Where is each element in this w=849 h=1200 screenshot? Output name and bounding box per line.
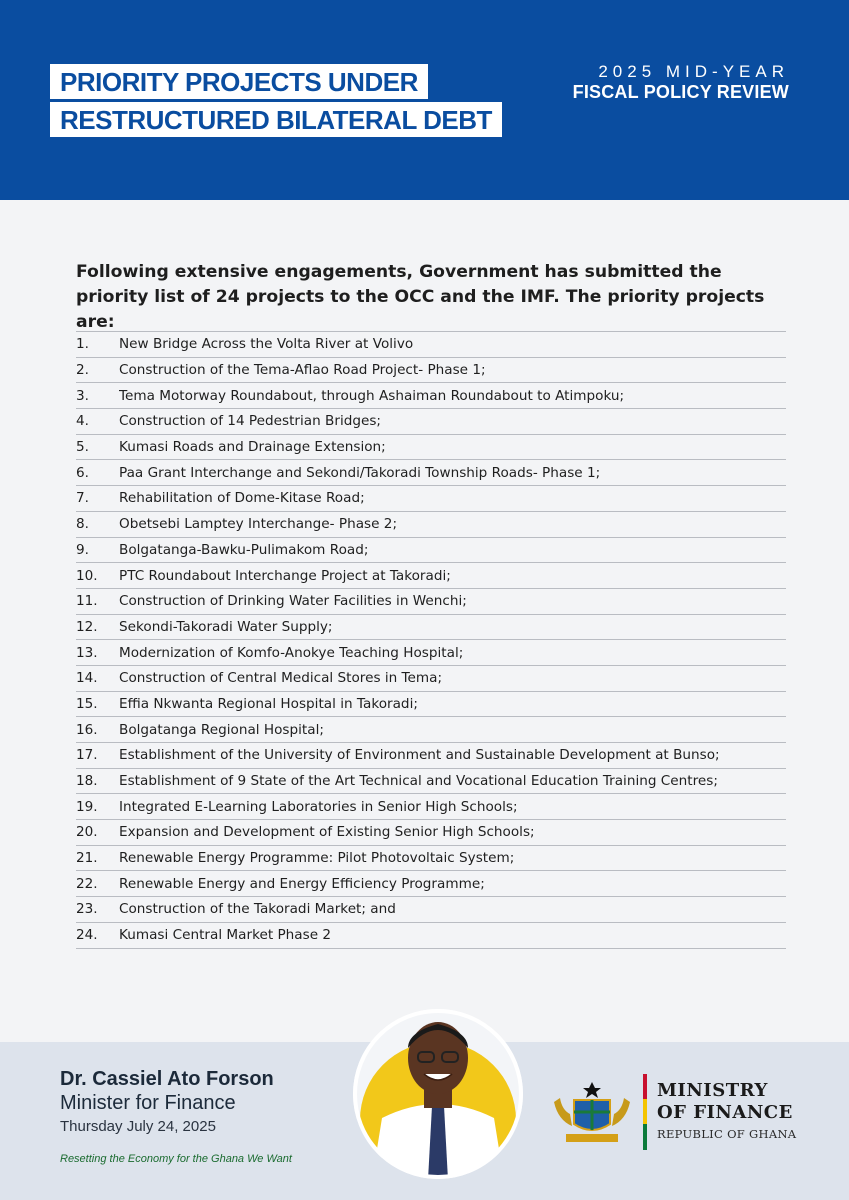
item-number: 2. <box>76 362 89 379</box>
list-item <box>76 512 786 538</box>
item-text: PTC Roundabout Interchange Project at Takoradi; <box>119 567 451 584</box>
item-text: Rehabilitation of Dome-Kitase Road; <box>119 490 365 507</box>
list-item <box>76 743 786 769</box>
minister-title: Minister for Finance <box>60 1092 236 1114</box>
item-number: 3. <box>76 387 89 404</box>
item-text: Renewable Energy and Energy Efficiency Programme; <box>119 875 485 892</box>
item-number: 6. <box>76 464 89 481</box>
list-item <box>76 538 786 564</box>
item-text: Sekondi-Takoradi Water Supply; <box>119 618 333 635</box>
list-item <box>76 769 786 795</box>
list-item <box>76 589 786 615</box>
review-title: FISCAL POLICY REVIEW <box>572 82 789 102</box>
item-text: Modernization of Komfo-Anokye Teaching Hospital; <box>119 644 464 661</box>
list-item <box>76 615 786 641</box>
item-number: 16. <box>76 721 98 738</box>
tagline: Resetting the Economy for the Ghana We Want <box>60 1153 292 1165</box>
item-number: 4. <box>76 413 89 430</box>
item-text: Establishment of the University of Environment and Sustainable Development at Bunso; <box>119 747 720 764</box>
item-text: Construction of Drinking Water Facilities in Wenchi; <box>119 593 467 610</box>
ministry-name-line-1: MINISTRY <box>657 1080 768 1101</box>
item-text: Bolgatanga Regional Hospital; <box>119 721 324 738</box>
item-number: 17. <box>76 747 98 764</box>
item-number: 12. <box>76 618 98 635</box>
item-number: 8. <box>76 516 89 533</box>
list-item <box>76 332 786 358</box>
list-item <box>76 820 786 846</box>
item-text: New Bridge Across the Volta River at Volivo <box>119 336 414 353</box>
list-item <box>76 383 786 409</box>
item-number: 9. <box>76 541 89 558</box>
list-item <box>76 435 786 461</box>
item-number: 14. <box>76 670 98 687</box>
coat-of-arms-icon <box>548 1074 636 1148</box>
list-item <box>76 640 786 666</box>
item-text: Construction of 14 Pedestrian Bridges; <box>119 413 382 430</box>
list-item <box>76 358 786 384</box>
item-text: Renewable Energy Programme: Pilot Photovoltaic System; <box>119 850 515 867</box>
list-item <box>76 692 786 718</box>
item-text: Effia Nkwanta Regional Hospital in Takoradi; <box>119 695 418 712</box>
priority-project-list <box>76 331 786 949</box>
list-item <box>76 923 786 949</box>
item-number: 7. <box>76 490 89 507</box>
list-item <box>76 846 786 872</box>
item-number: 19. <box>76 798 98 815</box>
item-text: Expansion and Development of Existing Senior High Schools; <box>119 824 535 841</box>
list-item <box>76 460 786 486</box>
item-text: Establishment of 9 State of the Art Technical and Vocational Education Training Centres; <box>119 773 718 790</box>
review-year: 2025 MID-YEAR <box>598 62 789 81</box>
item-number: 18. <box>76 773 98 790</box>
item-number: 20. <box>76 824 98 841</box>
item-number: 1. <box>76 336 89 353</box>
flag-color-bar <box>643 1074 647 1150</box>
minister-portrait <box>352 1008 524 1180</box>
release-date: Thursday July 24, 2025 <box>60 1118 216 1135</box>
list-item <box>76 563 786 589</box>
list-item <box>76 486 786 512</box>
ministry-subtitle: REPUBLIC OF GHANA <box>657 1127 797 1141</box>
item-text: Construction of the Tema-Aflao Road Project- Phase 1; <box>119 362 486 379</box>
list-item <box>76 409 786 435</box>
item-text: Obetsebi Lamptey Interchange- Phase 2; <box>119 516 398 533</box>
list-item <box>76 717 786 743</box>
item-text: Construction of Central Medical Stores in Tema; <box>119 670 443 687</box>
item-text: Paa Grant Interchange and Sekondi/Takoradi Township Roads- Phase 1; <box>119 464 601 481</box>
list-item <box>76 871 786 897</box>
item-text: Bolgatanga-Bawku-Pulimakom Road; <box>119 541 369 558</box>
item-number: 5. <box>76 439 89 456</box>
title-line-1: PRIORITY PROJECTS UNDER <box>50 64 428 99</box>
item-text: Kumasi Roads and Drainage Extension; <box>119 439 386 456</box>
item-number: 13. <box>76 644 98 661</box>
header-banner <box>0 0 849 200</box>
item-number: 24. <box>76 927 98 944</box>
item-text: Integrated E-Learning Laboratories in Senior High Schools; <box>119 798 518 815</box>
list-item <box>76 666 786 692</box>
item-text: Kumasi Central Market Phase 2 <box>119 927 332 944</box>
ministry-name-line-2: OF FINANCE <box>657 1102 793 1123</box>
item-number: 21. <box>76 850 98 867</box>
item-number: 11. <box>76 593 98 610</box>
item-number: 15. <box>76 695 98 712</box>
list-item <box>76 897 786 923</box>
list-item <box>76 794 786 820</box>
intro-paragraph: Following extensive engagements, Government has submitted the priority list of 24 projects to the OCC and the IMF. The priority projects are: <box>76 262 765 332</box>
title-line-2: RESTRUCTURED BILATERAL DEBT <box>50 102 502 137</box>
item-number: 23. <box>76 901 98 918</box>
item-text: Construction of the Takoradi Market; and <box>119 901 396 918</box>
minister-name: Dr. Cassiel Ato Forson <box>60 1068 274 1090</box>
item-number: 22. <box>76 875 98 892</box>
item-text: Tema Motorway Roundabout, through Ashaiman Roundabout to Atimpoku; <box>119 387 625 404</box>
item-number: 10. <box>76 567 98 584</box>
